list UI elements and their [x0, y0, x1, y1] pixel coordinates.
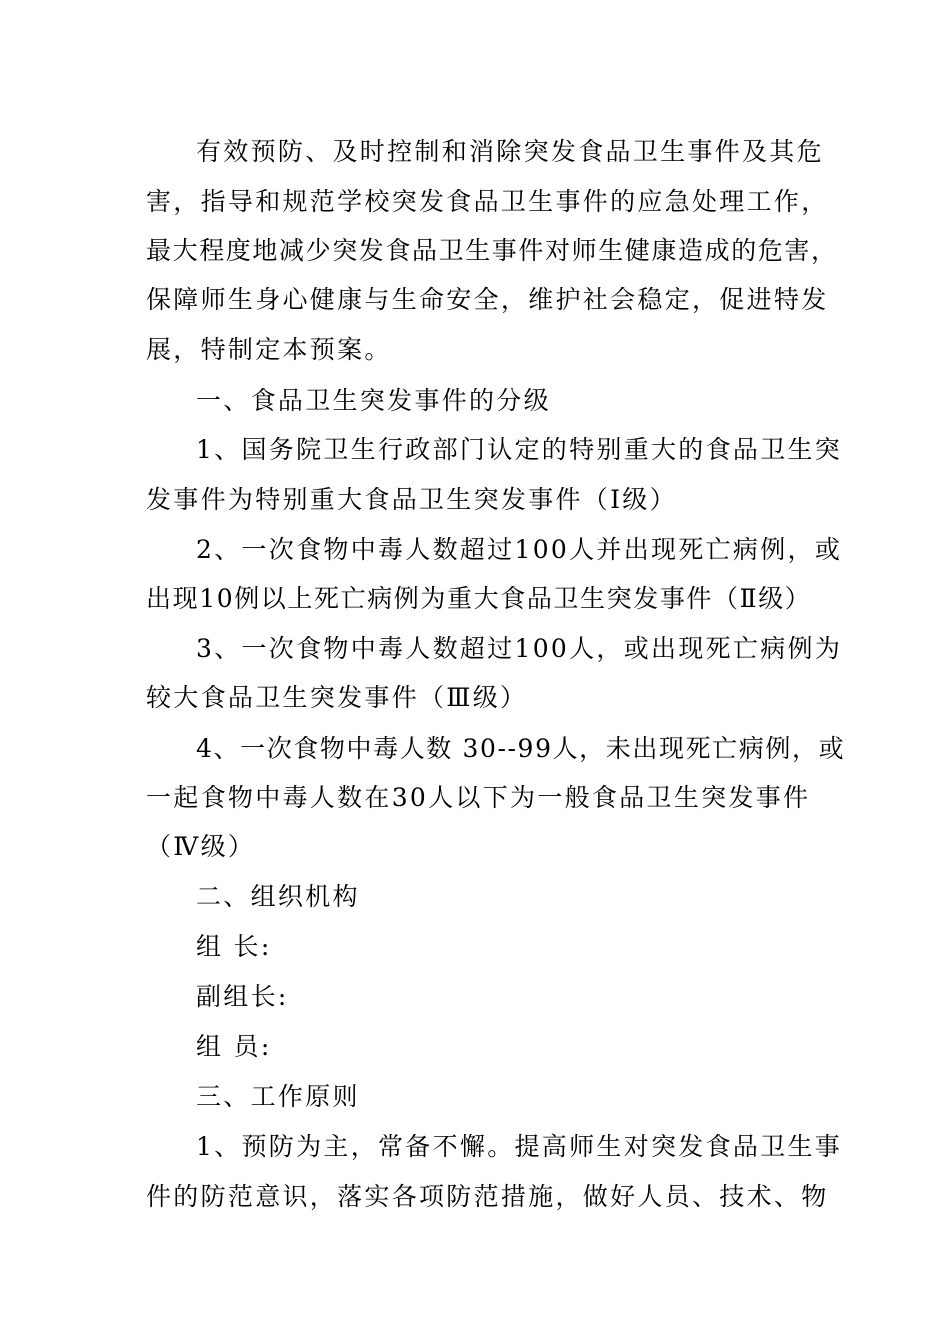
paragraph-line: 件的防范意识，落实各项防范措施，做好人员、技术、物: [146, 1182, 829, 1211]
paragraph-line: （Ⅳ级）: [146, 832, 256, 861]
paragraph-line: 2、一次食物中毒人数超过100人并出现死亡病例，或: [196, 535, 843, 564]
paragraph-line: 发事件为特别重大食品卫生突发事件（Ⅰ级）: [146, 485, 677, 514]
paragraph-line: 4、一次食物中毒人数 30--99人，未出现死亡病例，或: [196, 734, 846, 763]
paragraph-line: 一起食物中毒人数在30人以下为一般食品卫生突发事件: [146, 783, 811, 812]
section-heading: 二、组织机构: [196, 882, 360, 911]
section-heading: 三、工作原则: [196, 1082, 360, 1111]
role-label: 组 员:: [196, 1032, 272, 1061]
paragraph-line: 3、一次食物中毒人数超过100人，或出现死亡病例为: [196, 634, 843, 663]
paragraph-line: 出现10例以上死亡病例为重大食品卫生突发事件（Ⅱ级）: [146, 584, 812, 613]
role-label: 组 长:: [196, 932, 272, 961]
paragraph-line: 展，特制定本预案。: [146, 335, 392, 364]
paragraph-line: 较大食品卫生突发事件（Ⅲ级）: [146, 683, 528, 712]
section-heading: 一、食品卫生突发事件的分级: [196, 386, 551, 415]
paragraph-line: 最大程度地减少突发食品卫生事件对师生健康造成的危害，: [146, 236, 838, 265]
paragraph-line: 1、国务院卫生行政部门认定的特别重大的食品卫生突: [196, 435, 843, 464]
paragraph-line: 1、预防为主，常备不懈。提高师生对突发食品卫生事: [196, 1132, 843, 1161]
paragraph-line: 有效预防、及时控制和消除突发食品卫生事件及其危: [196, 137, 824, 166]
paragraph-line: 害，指导和规范学校突发食品卫生事件的应急处理工作，: [146, 187, 829, 216]
role-label: 副组长:: [196, 982, 289, 1011]
paragraph-line: 保障师生身心健康与生命安全，维护社会稳定，促进特发: [146, 285, 829, 314]
